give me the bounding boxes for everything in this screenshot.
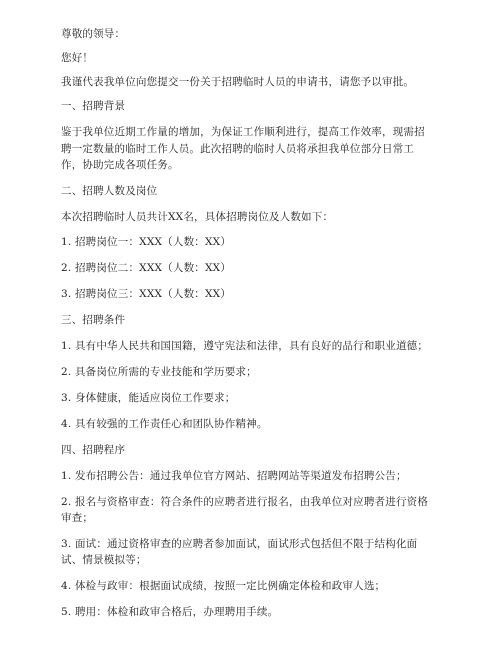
section-heading: 一、招聘背景	[61, 100, 126, 112]
list-item: 2. 报名与资格审查：符合条件的应聘者进行报名，由我单位对应聘者进行资格审查；	[61, 496, 429, 524]
section-heading: 二、招聘人数及岗位	[61, 184, 158, 197]
section-paragraph: 鉴于我单位近期工作量的增加，为保证工作顺利进行，提高工作效率，现需招聘一定数量的临时工作人员。此次招聘的临时人员将承担我单位部分日常工作，协助完成各项任务。	[61, 126, 425, 171]
list-item: 4. 体检与政审：根据面试成绩，按照一定比例确定体检和政审人选；	[61, 580, 386, 592]
list-item: 1. 招聘岗位一：XXX（人数：XX）	[61, 236, 232, 248]
letter-body	[61, 26, 433, 630]
list-item: 1. 具有中华人民共和国国籍，遵守宪法和法律，具有良好的品行和职业道德；	[61, 340, 429, 352]
section-paragraph: 本次招聘临时人员共计XX名，具体招聘岗位及人数如下：	[61, 210, 334, 223]
list-item: 1. 发布招聘公告：通过我单位官方网站、招聘网站等渠道发布招聘公告；	[61, 470, 407, 482]
list-item: 2. 招聘岗位二：XXX（人数：XX）	[61, 262, 232, 274]
intro-paragraph: 我谨代表我单位向您提交一份关于招聘临时人员的申请书，请您予以审批。	[61, 76, 415, 88]
salutation: 尊敬的领导：	[61, 28, 126, 40]
list-item: 3. 招聘岗位三：XXX（人数：XX）	[61, 288, 232, 300]
section-heading: 三、招聘条件	[61, 314, 126, 326]
greeting: 您好！	[61, 52, 94, 64]
list-item: 5. 聘用：体检和政审合格后，办理聘用手续。	[61, 606, 279, 618]
section-heading: 四、招聘程序	[61, 444, 126, 456]
list-item: 3. 面试：通过资格审查的应聘者参加面试，面试形式包括但不限于结构化面试、情景模拟等；	[61, 538, 418, 566]
list-item: 2. 具备岗位所需的专业技能和学历要求；	[61, 366, 257, 378]
list-item: 4. 具有较强的工作责任心和团队协作精神。	[61, 418, 268, 430]
list-item: 3. 身体健康，能适应岗位工作要求；	[61, 392, 236, 404]
